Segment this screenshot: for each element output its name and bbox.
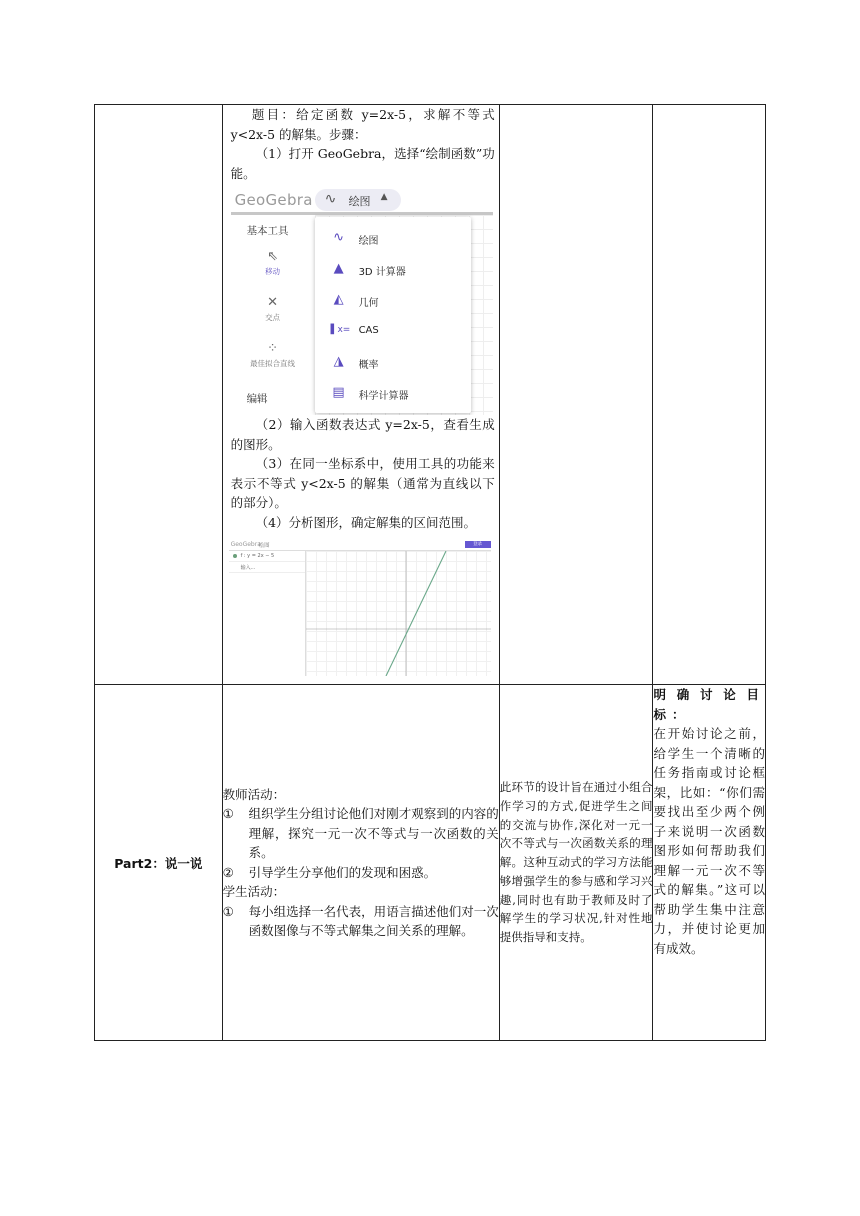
lesson-table (94, 104, 766, 1041)
item-text: 组织学生分组讨论他们对刚才观察到的内容的理解，探究一元一次不等式与一次函数的关系。 (248, 806, 499, 860)
part-cell-empty (95, 105, 223, 685)
pyramid-icon: ▲ (333, 261, 344, 276)
menu-item-label: 概率 (358, 360, 379, 371)
goal-cell (653, 685, 766, 1041)
tools-header: 基本工具 (246, 225, 289, 237)
visibility-dot-icon[interactable] (233, 554, 237, 558)
menu-item-label: 绘图 (358, 236, 379, 247)
graphing-icon: ∿ (324, 191, 337, 207)
geogebra-logo: GeoGebra (230, 541, 261, 548)
part-label: Part2：说一说 (95, 685, 223, 1041)
tool-intersect-label: 交点 (265, 313, 281, 322)
step-2: （2）输入函数表达式 y=2x-5，查看生成的图形。 (230, 417, 495, 452)
item-number: ② (222, 864, 234, 880)
algebra-input[interactable]: 输入... (240, 565, 256, 571)
menu-item-label: 3D 计算器 (358, 267, 406, 278)
app-dropdown[interactable] (315, 189, 401, 211)
task-statement: 题目：给定函数 y=2x-5，求解不等式 y<2x-5 的解集。步骤： (230, 107, 495, 142)
menu-item-3d[interactable] (315, 254, 471, 284)
scatter-icon: ⁘ (267, 341, 279, 356)
tool-intersect[interactable] (231, 295, 315, 323)
item-number: ① (222, 806, 234, 821)
tool-move[interactable] (231, 249, 315, 277)
goal-title: 明确讨论目标： (653, 687, 765, 722)
menu-item-probability[interactable] (315, 347, 471, 377)
geogebra-menu-screenshot (231, 187, 493, 415)
item-number: ① (222, 903, 234, 919)
geometry-icon: ◭ (333, 292, 344, 307)
tools-panel (231, 215, 315, 415)
activity-cell (222, 105, 499, 685)
login-button[interactable]: 登录 (465, 541, 491, 548)
tool-best-fit-line[interactable] (231, 341, 315, 369)
menu-item-cas[interactable] (315, 316, 471, 346)
student-activity-title: 学生活动： (222, 884, 286, 899)
menu-item-scientific[interactable] (315, 378, 471, 408)
step-4: （4）分析图形，确定解集的区间范围。 (255, 514, 477, 530)
goal-text: 在开始讨论之前，给学生一个清晰的任务指南或讨论框架，比如：“你们需要找出至少两个例子来说明一次函数图形如何帮助我们理解一元一次不等式的解集。”这可以帮助学生集中注意力，并使讨论更加有成效。 (653, 726, 765, 956)
function-line[interactable] (386, 551, 446, 676)
algebra-row-function[interactable] (229, 551, 305, 562)
intent-cell-empty (499, 105, 653, 685)
teacher-item (223, 863, 499, 883)
geogebra-graph-screenshot (229, 540, 491, 676)
geogebra-logo: GeoGebra (234, 191, 313, 209)
table-row (95, 105, 766, 685)
teacher-activity-title: 教师活动： (222, 786, 286, 802)
algebra-input-row[interactable] (229, 562, 305, 573)
menu-item-label: 几何 (358, 298, 379, 309)
caret-up-icon: ▲ (380, 192, 388, 202)
graphing-icon: ∿ (333, 230, 345, 245)
design-intent: 此环节的设计旨在通过小组合作学习的方式,促进学生之间的交流与协作,深化对一元一次不等式与一次函数关系的理解。这种互动式的学习方法能够增强学生的参与感和学习兴趣,同时也有助于教师及时了解学生的学习状况,针对性地提供指导和支持。 (499, 685, 653, 1041)
algebra-view (229, 551, 306, 676)
graph-header (229, 540, 491, 551)
probability-icon: ◮ (333, 354, 344, 369)
activity-cell (222, 685, 499, 1041)
app-menu (315, 217, 471, 413)
edit-header: 编辑 (246, 393, 268, 405)
goal-cell-empty (653, 105, 766, 685)
app-dropdown-label[interactable]: 绘图 (258, 543, 270, 549)
item-text: 引导学生分享他们的发现和困惑。 (248, 864, 437, 880)
cas-icon: ▌x= (330, 325, 351, 335)
cursor-icon: ⇖ (267, 249, 279, 264)
student-item (223, 902, 499, 941)
item-text: 每小组选择一名代表，用语言描述他们对一次函数图像与不等式解集之间关系的理解。 (248, 903, 499, 938)
intersect-icon: ✕ (267, 295, 279, 310)
menu-item-label: 科学计算器 (358, 391, 409, 402)
step-3: （3）在同一坐标系中，使用工具的功能来表示不等式 y<2x-5 的解集（通常为直线以下的部分）。 (230, 456, 495, 510)
graphics-view (306, 551, 491, 676)
app-dropdown-label: 绘图 (348, 195, 371, 208)
graph-svg (306, 551, 491, 676)
tool-move-label: 移动 (265, 267, 281, 276)
tool-best-fit-label: 最佳拟合直线 (250, 359, 296, 368)
table-row (95, 685, 766, 1041)
menu-item-geometry[interactable] (315, 285, 471, 315)
teacher-item (223, 804, 499, 863)
menu-item-label: CAS (358, 325, 379, 336)
menu-item-graphing[interactable] (315, 223, 471, 253)
function-expression: f : y = 2x − 5 (240, 553, 275, 559)
step-1: （1）打开 GeoGebra，选择“绘制函数”功能。 (230, 146, 495, 181)
calculator-icon: ▤ (332, 385, 345, 400)
